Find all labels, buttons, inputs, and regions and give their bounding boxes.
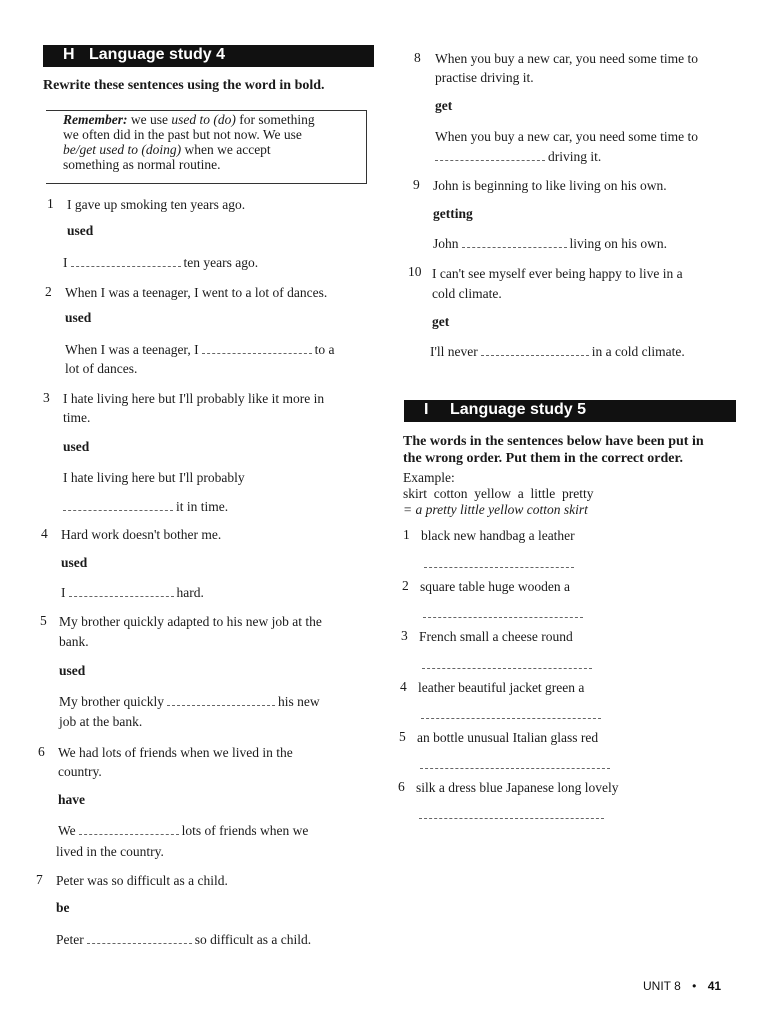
answer-line: When I was a teenager, I to a: [65, 342, 335, 357]
item-sentence-cont: time.: [63, 410, 91, 425]
section-i-letter: I: [424, 401, 429, 418]
item-sentence: We had lots of friends when we lived in the: [58, 745, 293, 760]
answer-line: I ten years ago.: [63, 255, 259, 270]
answer-line: I hate living here but I'll probably: [63, 470, 245, 485]
answer-line-cont: it in time.: [60, 497, 228, 517]
answer-blank[interactable]: [63, 499, 173, 511]
item-sentence: I can't see myself ever being happy to live in a: [432, 266, 683, 281]
answer-line: I'll never in a cold climate.: [430, 344, 685, 359]
item-sentence: When I was a teenager, I went to a lot of dances.: [65, 285, 328, 300]
item-sentence: I gave up smoking ten years ago.: [67, 197, 246, 212]
answer-line: Peter so difficult as a child.: [56, 932, 312, 947]
example-answer: = a pretty little yellow cotton skirt: [403, 502, 588, 517]
example-block: [403, 470, 593, 518]
section-h-header: [43, 45, 374, 67]
answer-line: John living on his own.: [433, 236, 668, 251]
section-i-header: [404, 400, 736, 422]
section-h-letter: H: [63, 46, 75, 63]
item-number: 6: [398, 779, 405, 794]
item-sentence: John is beginning to like living on his own.: [433, 178, 667, 193]
remember-line-3: be/get used to (doing) when we accept: [63, 142, 271, 157]
item-sentence: When you buy a new car, you need some time to: [435, 51, 699, 66]
answer-blank[interactable]: [481, 344, 589, 356]
answer-line-cont: driving it.: [432, 147, 601, 167]
answer-line: When you buy a new car, you need some time to: [435, 129, 699, 144]
answer-line: I hard.: [61, 585, 204, 600]
item-words: silk a dress blue Japanese long lovely: [416, 780, 619, 795]
item-keyword: used: [65, 310, 92, 325]
example-label: Example:: [403, 470, 455, 485]
answer-blank[interactable]: [435, 149, 545, 161]
answer-blank[interactable]: [423, 606, 583, 618]
answer-blank[interactable]: [422, 657, 592, 669]
item-sentence: I hate living here but I'll probably like it more in: [63, 391, 325, 406]
item-number: 2: [45, 284, 52, 299]
item-number: 3: [401, 628, 408, 643]
answer-blank[interactable]: [71, 255, 181, 267]
answer-line-cont: lot of dances.: [65, 361, 138, 376]
remember-text: [63, 112, 315, 172]
example-words: skirt cotton yellow a little pretty: [403, 486, 594, 501]
item-keyword: get: [435, 98, 453, 113]
item-keyword: used: [59, 663, 86, 678]
item-number: 1: [47, 196, 54, 211]
answer-line-cont: lived in the country.: [56, 844, 164, 859]
remember-line-4: something as normal routine.: [63, 157, 221, 172]
item-words: leather beautiful jacket green a: [418, 680, 585, 695]
answer-blank[interactable]: [420, 757, 610, 769]
item-number: 7: [36, 872, 43, 887]
item-sentence-cont: country.: [58, 764, 102, 779]
item-sentence-cont: practise driving it.: [435, 70, 534, 85]
item-number: 1: [403, 527, 410, 542]
section-i-title: Language study 5: [450, 401, 587, 418]
answer-blank[interactable]: [424, 556, 574, 568]
item-number: 3: [43, 390, 50, 405]
item-number: 8: [414, 50, 421, 65]
item-words: black new handbag a leather: [421, 528, 575, 543]
item-number: 10: [408, 264, 422, 279]
item-sentence-cont: cold climate.: [432, 286, 502, 301]
footer-bullet: •: [692, 979, 697, 993]
item-words: French small a cheese round: [419, 629, 573, 644]
answer-blank[interactable]: [69, 585, 174, 597]
section-h-instruction: Rewrite these sentences using the word in bold.: [43, 78, 325, 93]
section-h-title: Language study 4: [89, 46, 226, 63]
item-words: an bottle unusual Italian glass red: [417, 730, 599, 745]
remember-line-2: we often did in the past but not now. We use: [63, 127, 302, 142]
answer-line: We lots of friends when we: [58, 823, 309, 838]
item-number: 2: [402, 578, 409, 593]
section-i-instruction: The words in the sentences below have been put in the wrong order. Put them in the correct order.: [403, 434, 704, 466]
item-number: 4: [400, 679, 407, 694]
answer-blank[interactable]: [79, 823, 179, 835]
answer-line-cont: job at the bank.: [59, 714, 143, 729]
remember-line-1: Remember: we use used to (do) for something: [63, 112, 315, 127]
item-sentence: My brother quickly adapted to his new job at the: [59, 614, 322, 629]
answer-blank[interactable]: [87, 932, 192, 944]
item-keyword: used: [61, 555, 88, 570]
item-keyword: have: [58, 792, 85, 807]
item-keyword: be: [56, 900, 70, 915]
item-number: 4: [41, 526, 48, 541]
item-number: 9: [413, 177, 420, 192]
item-words: square table huge wooden a: [420, 579, 570, 594]
unit-label: UNIT 8: [643, 979, 681, 993]
page-footer: [643, 979, 721, 993]
page-number: 41: [707, 979, 722, 993]
item-number: 6: [38, 744, 45, 759]
answer-blank[interactable]: [462, 236, 567, 248]
item-number: 5: [40, 613, 47, 628]
answer-blank[interactable]: [202, 342, 312, 354]
answer-line: My brother quickly his new: [59, 694, 320, 709]
item-keyword: used: [67, 223, 94, 238]
item-sentence-cont: bank.: [59, 634, 89, 649]
item-sentence: Hard work doesn't bother me.: [61, 527, 222, 542]
answer-blank[interactable]: [167, 694, 275, 706]
item-sentence: Peter was so difficult as a child.: [56, 873, 228, 888]
answer-blank[interactable]: [419, 807, 604, 819]
item-keyword: get: [432, 314, 450, 329]
item-keyword: used: [63, 439, 90, 454]
item-number: 5: [399, 729, 406, 744]
answer-blank[interactable]: [421, 707, 601, 719]
item-keyword: getting: [433, 206, 473, 221]
